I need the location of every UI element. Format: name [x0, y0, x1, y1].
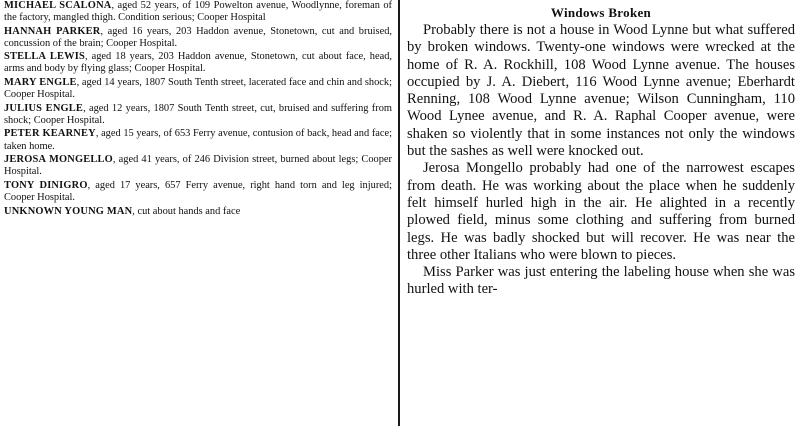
- casualty-name: MARY ENGLE: [4, 77, 77, 89]
- article-paragraph: Probably there is not a house in Wood Lynne but what suffered by broken windows. Twenty-one windows were wrecked at the home of R. A. Rockhill, 108 Wood Lynne avenue. The houses occupied by J. A. Diebert, 116 Wood Lynne avenue; Eberhardt Renning, 108 Wood Lynne avenue; Wilson Cunningham, 110 Wood Lynee avenue, and R. A. Raphal Cooper avenue, were shaken so violently that in some instances not only the windows but the sashes as well were knocked out.: [407, 22, 795, 160]
- casualty-details: , aged 16 years, 203 Haddon avenue, Stonetown, cut and bruised, concussion of the brain; Cooper Hospital.: [4, 25, 392, 49]
- casualty-details: , aged 14 years, 1807 South Tenth street, lacerated face and chin and shock; Cooper Hospital.: [4, 77, 392, 101]
- casualty-entry: [4, 154, 392, 178]
- article-paragraph: Jerosa Mongello probably had one of the narrowest escapes from death. He was working about the place when he suddenly felt himself hurled high in the air. He alighted in a recently plowed field, minus some clothing and suffering from burned legs. He was badly shocked but will recover. He was near the three other Italians who were blown to pieces.: [407, 160, 795, 263]
- casualty-entry: [4, 26, 392, 50]
- casualty-name: STELLA LEWIS: [4, 51, 85, 63]
- casualty-entry: [4, 206, 392, 218]
- casualty-entry: [4, 0, 392, 24]
- casualty-entry: [4, 77, 392, 101]
- casualty-name: TONY DINIGRO: [4, 179, 88, 191]
- casualty-name: JEROSA MONGELLO: [4, 154, 113, 166]
- casualty-name: JULIUS ENGLE: [4, 102, 84, 114]
- casualty-details: , aged 18 years, 203 Haddon avenue, Stonetown, cut about face, head, arms and body by flying glass; Cooper Hospital.: [4, 51, 392, 75]
- casualty-entry: [4, 103, 392, 127]
- casualty-name: HANNAH PARKER: [4, 25, 101, 37]
- casualty-details: , cut about hands and face: [132, 205, 241, 217]
- casualty-details: , aged 17 years, 657 Ferry avenue, right hand torn and leg injured; Cooper Hospital.: [4, 179, 392, 203]
- casualty-name: UNKNOWN YOUNG MAN: [4, 205, 133, 217]
- casualty-list-column: [4, 0, 392, 426]
- article-paragraph: Miss Parker was just entering the labeling house when she was hurled with ter-: [407, 264, 795, 298]
- casualty-name: MICHAEL SCALONA: [4, 0, 112, 11]
- casualty-details: , aged 15 years, of 653 Ferry avenue, contusion of back, head and face; taken home.: [4, 128, 392, 152]
- article-column: [407, 0, 795, 426]
- column-divider: [398, 0, 400, 426]
- casualty-details: , aged 41 years, of 246 Division street, burned about legs; Cooper Hospital.: [4, 154, 392, 178]
- section-headline: Windows Broken: [550, 5, 652, 20]
- casualty-entry: [4, 128, 392, 152]
- casualty-details: , aged 12 years, 1807 South Tenth street, cut, bruised and suffering from shock; Cooper Hospital.: [4, 102, 392, 126]
- casualty-entry: [4, 180, 392, 204]
- casualty-details: , aged 52 years, of 109 Powelton avenue, Woodlynne, foreman of the factory, mangled thigh. Condition serious; Cooper Hospital: [4, 0, 392, 24]
- casualty-name: PETER KEARNEY: [4, 128, 96, 140]
- casualty-entry: [4, 51, 392, 75]
